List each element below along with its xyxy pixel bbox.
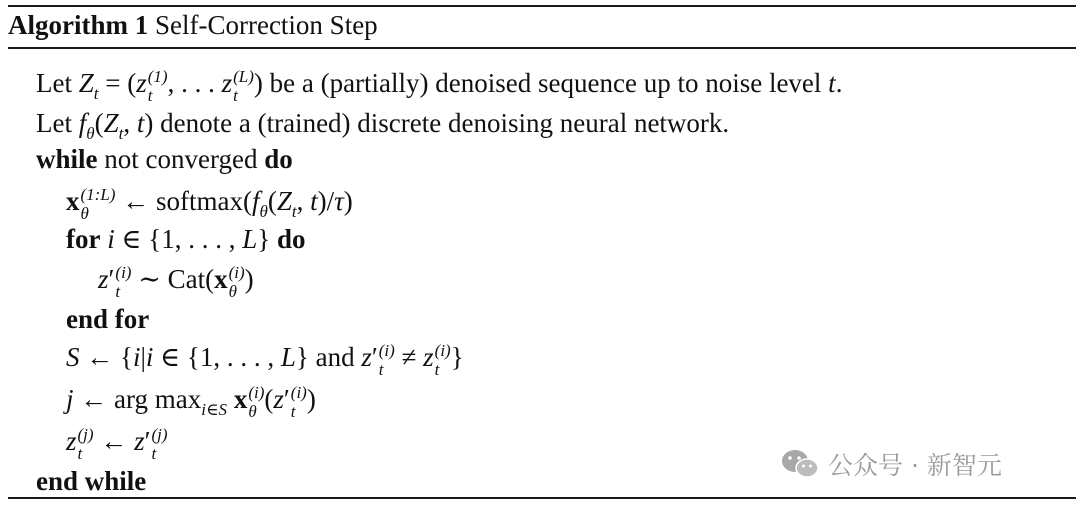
math-argmax-sub: i∈S <box>201 400 228 419</box>
math-for-range: i ∈ {1, . . . , L} <box>107 224 271 254</box>
end-for-keyword: end for <box>66 304 150 334</box>
math-f-theta: $f_\theta(Z_t$, t) <box>78 108 154 143</box>
and-word: and <box>315 342 355 372</box>
watermark-text: 公众号 · 新智元 <box>828 451 1002 480</box>
while-condition: not converged <box>104 144 258 174</box>
algorithm-caption <box>8 8 378 42</box>
top-rule <box>8 5 1076 7</box>
algo-line-while <box>36 142 293 176</box>
argmax-word: arg max <box>114 384 202 414</box>
end-while-keyword: end while <box>36 466 147 496</box>
math-softmax-arg: ($f_\theta(Z_t$, t)/τ) <box>242 186 353 221</box>
algo-line-for <box>66 222 305 256</box>
math-update: z (j) t ← z′ (j) t <box>66 424 168 463</box>
algo-line-sample: z′ (i) t ∼ Cat(x (i) θ ) <box>98 262 254 301</box>
softmax-word: softmax <box>155 186 243 216</box>
while-keyword: while <box>36 144 98 174</box>
math-neq: z′ (i) t ≠ z (i) t } <box>361 340 464 379</box>
watermark <box>780 446 1002 482</box>
algorithm-label: Algorithm 1 <box>8 10 149 40</box>
for-keyword: for <box>66 224 101 254</box>
math-j: j ← <box>66 384 108 414</box>
wechat-icon <box>780 447 820 481</box>
bottom-rule <box>8 497 1076 499</box>
algo-line-update <box>66 424 168 462</box>
cat-word: Cat <box>167 264 206 294</box>
algorithm-title: Self-Correction Step <box>154 10 378 40</box>
algo-line-1 <box>36 66 842 111</box>
let-word: Let <box>36 68 72 98</box>
math-set-s: S ← {i|i ∈ {1, . . . , L} <box>66 342 309 372</box>
algo-line-argmax <box>66 382 316 427</box>
algo-line-softmax: x (1:L) θ ← $softmax(f_\theta(Z_t$, t)/τ) <box>66 184 353 223</box>
do-keyword: do <box>264 144 293 174</box>
math-t: t. <box>828 68 843 98</box>
caption-rule <box>8 47 1076 49</box>
math-z-seq: $Z_t = (z$ (1) t , . . . z (L) t ) <box>78 66 270 105</box>
math-argmax-body: x (i) θ (z′ (i) t ) <box>233 382 316 421</box>
math-cat-arg: (x (i) θ ) <box>205 262 254 301</box>
line-1-text: be a (partially) denoised sequence up to noise level <box>269 68 822 98</box>
algo-line-set-s <box>66 340 464 378</box>
line-2-text: denote a (trained) discrete denoising neural network. <box>160 108 730 138</box>
let-word: Let <box>36 108 72 138</box>
math-z-prime: z′ (i) t <box>98 262 132 301</box>
math-x-theta: x (1:L) θ <box>66 184 116 223</box>
do-keyword: do <box>276 224 306 254</box>
